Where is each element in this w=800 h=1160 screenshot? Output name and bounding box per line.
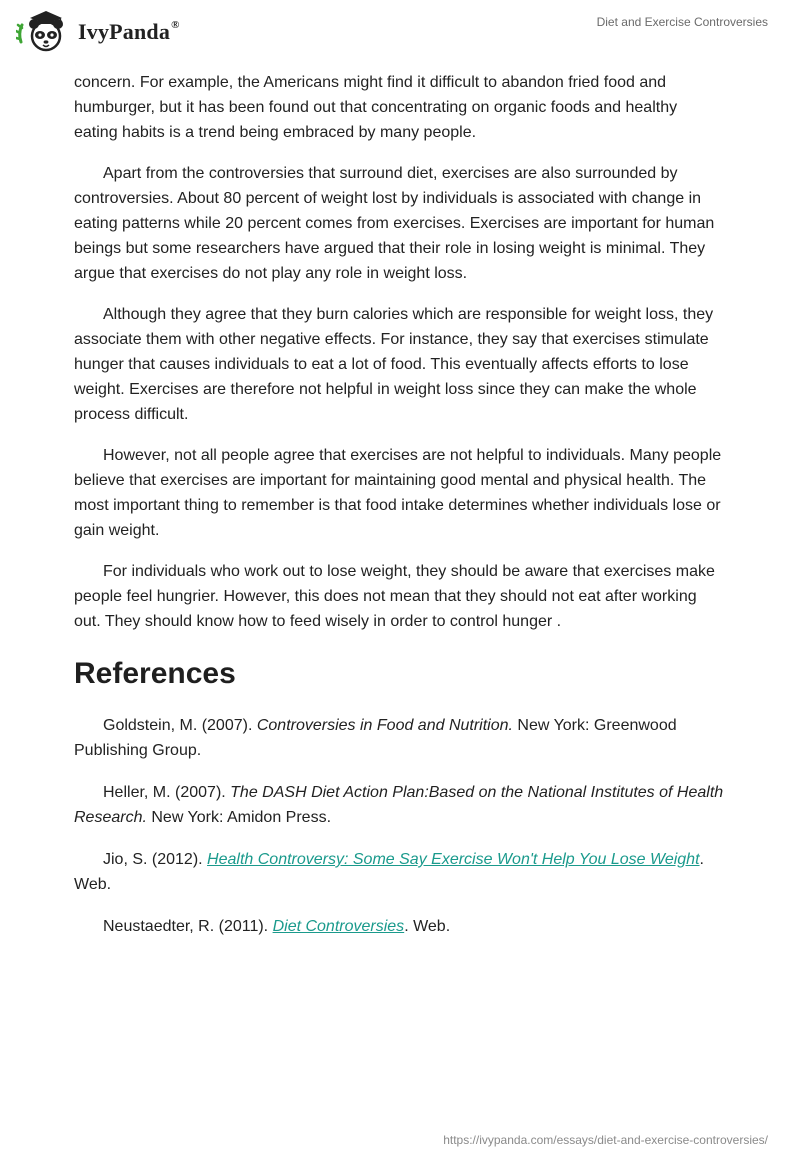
- reference-item: Goldstein, M. (2007). Controversies in Food and Nutrition. New York: Greenwood Publishing Group.: [74, 717, 677, 759]
- footer-url[interactable]: https://ivypanda.com/essays/diet-and-exercise-controversies/: [443, 1133, 768, 1147]
- paragraph: Apart from the controversies that surround diet, exercises are also surrounded by controversies. About 80 percent of weight lost by individuals is associated with change in eating patterns while 20 percent comes from exercises. Exercises are important for human beings but some researchers have argued that their role in losing weight is minimal. They argue that exercises do not play any role in weight loss.: [74, 165, 715, 282]
- paragraph: However, not all people agree that exercises are not helpful to individuals. Many people believe that exercises are important for maintaining good mental and physical health. The most important thing to remember is that food intake determines whether individuals lose or gain weight.: [74, 447, 722, 539]
- references-heading: References: [74, 657, 236, 690]
- paragraph: Although they agree that they burn calories which are responsible for weight loss, they associate them with other negative effects. For instance, they say that exercises stimulate hunger that causes individuals to eat a lot of food. This eventually affects efforts to lose weight. Exercises are therefore not helpful in weight loss since they can make the whole process difficult.: [74, 306, 714, 423]
- page-header: [0, 0, 800, 66]
- document-title: Diet and Exercise Controversies: [596, 15, 768, 29]
- reference-item: Heller, M. (2007). The DASH Diet Action Plan:Based on the National Institutes of Health Research. New York: Amidon Press.: [74, 784, 724, 826]
- paragraph: concern. For example, the Americans might find it difficult to abandon fried food and humburger, but it has been found out that concentrating on organic foods and healthy eating habits is a trend being embraced by many people.: [74, 74, 678, 141]
- paragraph: For individuals who work out to lose weight, they should be aware that exercises make people feel hungrier. However, this does not mean that they should not eat after working out. They should know how to feed wisely in order to control hunger .: [74, 563, 715, 630]
- reference-item: Neustaedter, R. (2011). Diet Controversies. Web.: [103, 918, 451, 935]
- panda-logo-icon[interactable]: [16, 9, 72, 55]
- brand-name[interactable]: IvyPanda®: [78, 18, 180, 44]
- reference-item: Jio, S. (2012). Health Controversy: Some Say Exercise Won't Help You Lose Weight. Web.: [74, 851, 704, 893]
- reference-link[interactable]: Diet Controversies: [272, 918, 405, 935]
- essay-content: [74, 70, 724, 956]
- reference-link[interactable]: Health Controversy: Some Say Exercise Won't Help You Lose Weight: [207, 851, 700, 868]
